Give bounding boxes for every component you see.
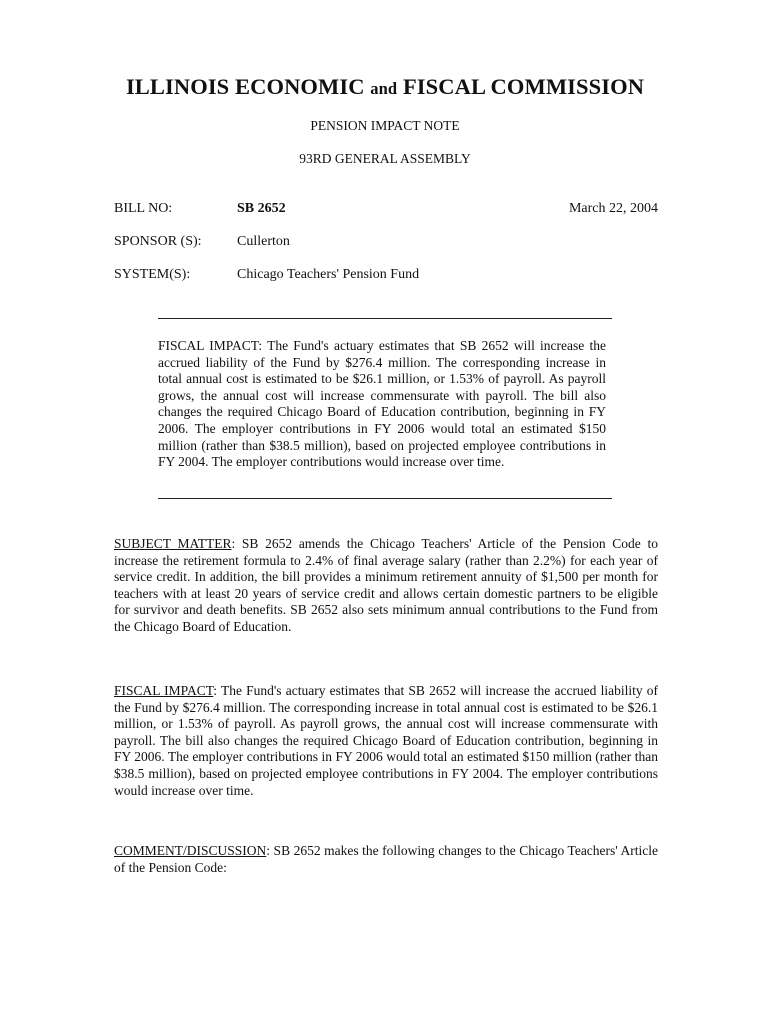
fiscal-impact-text: : The Fund's actuary estimates that SB 2652 will increase the accrued liability of the Fund by $276.4 million. The corresponding increase in total annual cost is estimated to be $26.1 million, or 1.53% of payroll. As payroll grows, the annual cost will increase commensurate with payroll. The bill also changes the required Chicago Board of Education contribution, beginning in FY 2006. The employer contributions in FY 2006 would total an estimated $150 million (rather than $38.5 million), based on projected employee contributions in FY 2004. The employer contributions would increase over time. <box>114 683 658 798</box>
bill-number-label: BILL NO: <box>114 201 173 216</box>
box-bottom-rule <box>158 498 612 499</box>
assembly-name: 93RD GENERAL ASSEMBLY <box>299 151 471 166</box>
subject-matter-text: : SB 2652 amends the Chicago Teachers' Article of the Pension Code to increase the retirement formula to 2.4% of final average salary (rather than 2.2%) for each year of service credit. In addition, the bill provides a minimum retirement annuity of $1,500 per month for teachers with at least 20 years of service credit and allows certain domestic partners to be eligible for survivor and death benefits. SB 2652 also sets minimum annual contributions to the Fund from the Chicago Board of Education. <box>114 536 658 634</box>
box-top-rule <box>158 318 612 319</box>
comment-heading: COMMENT/DISCUSSION <box>114 843 267 858</box>
document-title <box>0 74 770 100</box>
title-and: and <box>370 79 398 98</box>
system-value: Chicago Teachers' Pension Fund <box>237 267 420 282</box>
bill-number-value: SB 2652 <box>237 201 286 216</box>
fiscal-impact-paragraph <box>114 683 658 799</box>
fiscal-impact-summary: FISCAL IMPACT: The Fund's actuary estimates that SB 2652 will increase the accrued liability of the Fund by $276.4 million. The corresponding increase in total annual cost is estimated to be $26.1 million, or 1.53% of payroll. As payroll grows, the annual cost will increase commensurate with payroll. The bill also changes the required Chicago Board of Education contribution, beginning in FY 2006. The employer contributions in FY 2006 would total an estimated $150 million (rather than $38.5 million), based on projected employee contributions in FY 2004. The employer contributions would increase over time. <box>158 338 606 470</box>
note-type: PENSION IMPACT NOTE <box>310 118 460 133</box>
sponsor-row <box>114 234 658 252</box>
system-label: SYSTEM(S): <box>114 267 191 282</box>
title-part-1: ILLINOIS ECONOMIC <box>125 74 365 99</box>
sponsor-value: Cullerton <box>237 234 290 249</box>
title-part-2: FISCAL COMMISSION <box>402 74 645 99</box>
bill-number-row <box>114 201 658 219</box>
note-date: March 22, 2004 <box>568 201 658 216</box>
system-row <box>114 267 658 285</box>
subject-matter-heading: SUBJECT MATTER <box>114 536 232 551</box>
fiscal-impact-heading: FISCAL IMPACT <box>114 683 214 698</box>
comment-paragraph <box>114 843 658 876</box>
subject-matter-paragraph <box>114 536 658 636</box>
comment-text: : SB 2652 makes the following changes to the Chicago Teachers' Article of the Pension Code: <box>114 843 658 875</box>
sponsor-label: SPONSOR (S): <box>114 234 202 249</box>
